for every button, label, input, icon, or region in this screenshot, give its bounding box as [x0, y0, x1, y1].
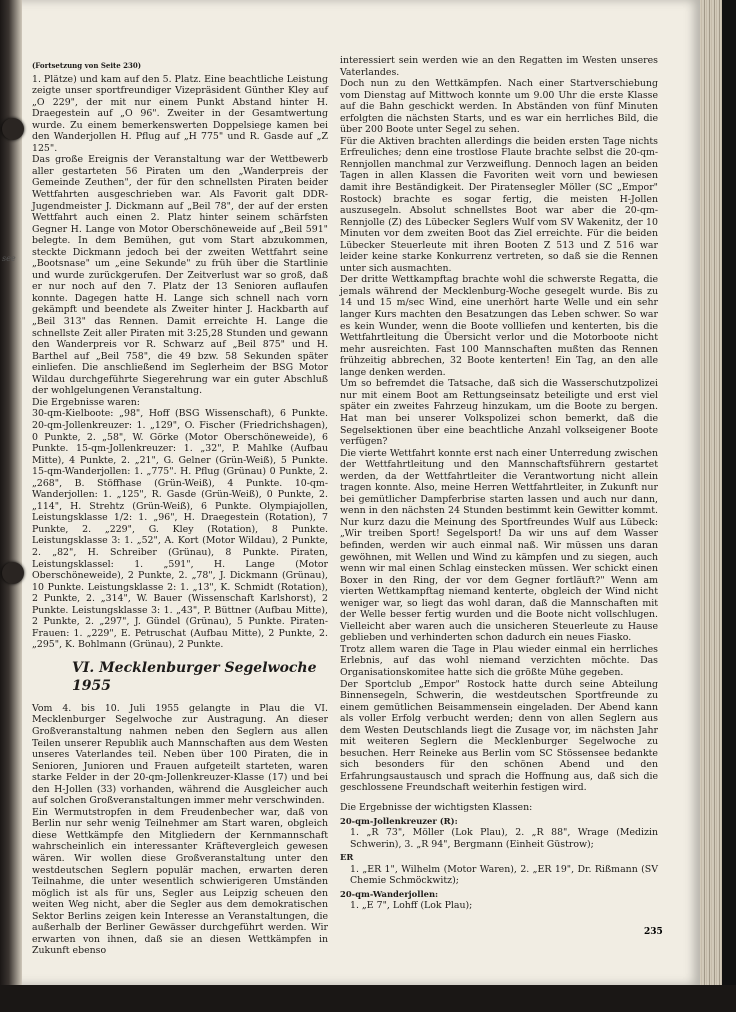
class-heading: ER — [340, 852, 354, 863]
paragraph: Ein Wermutstropfen in dem Freudenbecher war, daß von Berlin nur sehr wenig Teilnehmer am Start waren, obgleich diese Wettkämpfe den Mitgliedern der Kernmannschaft wahrscheinlich ein interessanter Kräftevergleich gewesen wären. Wir wollen diese Großveranstaltung unter den westdeutschen Seglern populär machen, erwarten deren Teilnahme, die unter wesentlich schwierigeren Umständen möglich ist als für uns, Segler aus Leipzig scheuen den weiten Weg nicht, aber die Segler aus dem demokratischen Sektor Berlins zeigen kein Interesse an Veranstaltungen, die außerhalb der Berliner Gewässer durchgeführt werden. Wir erwarten von ihnen, daß sie an diesen Wettkämpfen in Zukunft ebenso — [32, 806, 328, 957]
paragraph: Trotz allem waren die Tage in Plau wieder einmal ein herrliches Erlebnis, auf das wohl niemand verzichten möchte. Das Organisationskomitee hatte sich die größte Mühe gegeben. — [340, 643, 658, 678]
book-binding — [0, 0, 22, 985]
results-heading: Die Ergebnisse der wichtigsten Klassen: — [340, 802, 533, 813]
paragraph: Die vierte Wettfahrt konnte erst nach einer Unterredung zwischen der Wettfahrtleitung und den Mannschaftsführern gestartet werden, da der Wettfahrtleiter die Verantwortung nicht allein tragen konnte. Also, meine Herren Wettfahrtleiter, in Zukunft nur bei gemütlicher Dampferbrise starten lassen und auch nur dann, wenn in den nächsten 24 Stunden bestimmt kein Gewitter kommt. Nur kurz dazu die Meinung des Sportfreundes Wulf aus Lübeck: „Wir treiben Sport! Segelsport! Da wir uns auf dem Wasser befinden, werden wir auch einmal naß. Wir müssen uns daran gewöhnen, mit Wellen und Wind zu kämpfen und zu siegen, auch wenn wir mal einen Schlag einstecken müssen. Wer schickt einen Boxer in den Ring, der vor dem Gegner fortläuft?" Wenn am vierten Wettkampftag niemand kenterte, obgleich der Wind nicht weniger war, so liegt das wohl daran, daß die Mannschaften mit der Welle besser fertig wurden und die Boote nicht vollschlugen. Vielleicht aber waren auch die unsicheren Steuerleute zu Hause geblieben und verhinderten schon dadurch ein neues Fiasko. — [340, 447, 658, 644]
paragraph: Der dritte Wettkampftag brachte wohl die schwerste Regatta, die jemals während der Mecklenburg-Woche gesegelt wurde. Bis zu 14 und 15 m/sec Wind, eine unerhört harte Welle und ein sehr langer Kurs machten den Besatzungen das Leben schwer. So war es kein Wunder, wenn die Boote vollliefen und kenterten, bis die Wettfahrtleitung die Übersicht verlor und die Motorboote nicht mehr ausreichten. Fast 100 Mannschaften mußten das Rennen frühzeitig abbrechen, 32 Boote kenterten! Ein Tag, an den alle lange denken werden. — [340, 274, 658, 378]
paragraph: Der Sportclub „Empor" Rostock hatte durch seine Abteilung Binnensegeln, Schwerin, die westdeutschen Sportfreunde zu einem gemütlichen Beisammensein eingeladen. Der Abend kann als voller Erfolg verbucht werden; denn von allen Seglern aus dem Westen Deutschlands liegt die Zusage vor, im nächsten Jahr mit weiteren Seglern die Mecklenburger Segelwoche zu besuchen. Herr Reineke aus Berlin vom SC Stössensee bedankte sich besonders für den schönen Abend und den Erfahrungsaustausch und sprach die Hoffnung aus, daß sich die geschlossene Freundschaft weiterhin festigen wird. — [340, 678, 658, 794]
left-column — [32, 60, 328, 957]
class-heading: 20-qm-Wanderjollen: — [340, 888, 439, 899]
paragraph: interessiert sein werden wie an den Regatten im Westen unseres Vaterlandes. — [340, 55, 658, 78]
right-column — [340, 55, 658, 912]
paragraph: Für die Aktiven brachten allerdings die beiden ersten Tage nichts Erfreuliches; denn eine trostlose Flaute brachte selbst die 20-qm-Rennjollen manchmal zur Verzweiflung. Dennoch lagen an beiden Tagen in allen Klassen die Favoriten weit vorn und bewiesen damit ihre Beständigkeit. Der Piratensegler Möller (SC „Empor" Rostock) brachte es sogar fertig, die meisten H-Jollen auszusegeln. Absolut schnellstes Boot war aber die 20-qm-Rennjolle (Z) des Lübecker Seglers Wulf vom SV Wakenitz, der 10 Minuten vor dem zweiten Boot das Ziel erreichte. Für die beiden Lübecker Steuerleute mit ihren Booten Z 513 und Z 516 war leider keine starke Konkurrenz vertreten, so daß sie die Rennen unter sich ausmachten. — [340, 135, 658, 274]
class-entry: 1. „R 73", Möller (Lok Plau), 2. „R 88", Wrage (Medizin Schwerin), 3. „R 94", Bergmann (Einheit Güstrow); — [350, 827, 658, 850]
punch-hole — [2, 562, 24, 584]
margin-note: see — [2, 254, 16, 263]
paragraph: Doch nun zu den Wettkämpfen. Nach einer Startverschiebung vom Dienstag auf Mittwoch konnte um 9.00 Uhr die erste Klasse auf die Bahn geschickt werden. In Abständen von fünf Minuten erfolgten die nächsten Starts, und es war ein herrliches Bild, die über 200 Boote unter Segel zu sehen. — [340, 78, 658, 136]
background-edge — [722, 0, 736, 1012]
results-heading: Die Ergebnisse waren: — [32, 396, 140, 408]
background-bottom — [0, 985, 736, 1012]
paragraph: 1. Plätze) und kam auf den 5. Platz. Eine beachtliche Leistung zeigte unser sportfreundiger Vizepräsident Günther Kley auf „O 229", der mit nur einem Punkt Abstand hinter H. Draegestein auf „O 96". Zweiter in der Gesamtwertung wurde. Zu einem bemerkenswerten Doppelsiege kamen bei den Wanderjollen H. Pflug auf „H 775" und R. Gasde auf „Z 125". — [32, 73, 328, 154]
class-entry: 1. „ER 1", Wilhelm (Motor Waren), 2. „ER 19", Dr. Rißmann (SV Chemie Schmöckwitz); — [350, 863, 658, 887]
paragraph: Das große Ereignis der Veranstaltung war der Wettbewerb aller gestarteten 56 Piraten um den „Wanderpreis der Gemeinde Zeuthen", der für den schnellsten Piraten beider Wettfahrten ausgeschrieben war. Als Favorit galt DDR-Jugendmeister J. Dickmann auf „Beil 78", der auf der ersten Wettfahrt auch einen 2. Platz hinter seinem schärfsten Gegner H. Lange von Motor Oberschöneweide auf „Beil 591" belegte. In dem Bemühen, gut vom Start abzukommen, steckte Dickmann jedoch bei der zweiten Wettfahrt seine „Bootsnase" um „eine Sekunde" zu früh über die Startlinie und wurde zurückgerufen. Der Zeitverlust war so groß, daß er nur noch auf den 7. Platz der 13 Senioren auflaufen konnte. Dagegen hatte H. Lange sich schnell nach vorn gekämpft und beendete als Zweiter hinter J. Hackbarth auf „Beil 313" das Rennen. Damit erreichte H. Lange die schnellste Zeit aller Piraten mit 3:25,28 Stunden und gewann den Wanderpreis vor R. Schwarz auf „Beil 875" und H. Barthel auf „Beil 758", die 49 bzw. 58 Sekunden später einliefen. Die anschließend im Seglerheim der BSG Motor Wildau durchgeführte Siegerehrung war ein guter Abschluß der wohlgelungenen Veranstaltung. — [32, 154, 328, 397]
section-title: VI. Mecklenburger Segelwoche 1955 — [72, 659, 317, 694]
continued-note: (Fortsetzung von Seite 230) — [32, 61, 142, 70]
paragraph: Um so befremdet die Tatsache, daß sich die Wasserschutzpolizei nur mit einem Boot am Rettungseinsatz beteiligte und erst viel später ein zweites Fahrzeug hinzukam, um die Boote zu bergen. Hat man bei unserer Volkspolizei schon bemerkt, daß die Segelsektionen über eine beachtliche Anzahl volkseigener Boote verfügen? — [340, 378, 658, 448]
punch-hole — [2, 118, 24, 140]
paragraph: Vom 4. bis 10. Juli 1955 gelangte in Plau die VI. Mecklenburger Segelwoche zur Austragung. An dieser Großveranstaltung nahmen neben den Seglern aus allen Teilen unserer Republik auch Mannschaften aus dem Westen unseres Vaterlandes teil. Neben über 100 Piraten, die in Senioren, Junioren und Frauen aufgeteilt starteten, waren starke Felder in der 20-qm-Jollenkreuzer-Klasse (17) und bei den H-Jollen (33) vorhanden, während die Ausgleicher auch auf solchen Großveranstaltungen immer mehr verschwinden. — [32, 702, 328, 807]
results-list: 30-qm-Kielboote: „98", Hoff (BSG Wissenschaft), 6 Punkte. 20-qm-Jollenkreuzer: 1. „129", O. Fischer (Friedrichshagen), 0 Punkte, 2. „58", W. Görke (Motor Oberschöneweide), 6 Punkte. 15-qm-Jollenkreuzer: 1. „32", P. Mahlke (Aufbau Mitte), 4 Punkte, 2. „21", G. Gelner (Grün-Weiß), 5 Punkte. 15-qm-Wanderjollen: 1. „775". H. Pflug (Grünau) 0 Punkte, 2. „268", B. Stöffhase (Grün-Weiß), 4 Punkte. 10-qm-Wanderjollen: 1. „125", R. Gasde (Grün-Weiß), 0 Punkte, 2. „114", H. Strehtz (Grün-Weiß), 6 Punkte. Olympiajollen, Leistungsklasse 1/2: 1. „96", H. Draegestein (Rotation), 7 Punkte, 2. „229", G. Kley (Rotation), 8 Punkte. Leistungsklasse 3: 1. „52", A. Kort (Motor Wildau), 2 Punkte, 2. „82", H. Schreiber (Grünau), 8 Punkte. Piraten, Leistungsklassel: 1. „591", H. Lange (Motor Oberschöneweide), 2 Punkte, 2. „78", J. Dickmann (Grünau), 10 Punkte. Leistungsklasse 2: 1. „13", K. Schmidt (Rotation), 2 Punkte, 2. „314", W. Bauer (Wissenschaft Karlshorst), 2 Punkte. Leistungsklasse 3: 1. „43", P. Büttner (Aufbau Mitte), 2 Punkte, 2. „297", J. Gündel (Grünau), 5 Punkte. Piraten-Frauen: 1. „229", E. Petruschat (Aufbau Mitte), 2 Punkte, 2. „295", K. Bohlmann (Grünau), 2 Punkte. — [32, 408, 328, 651]
class-entry: 1. „E 7", Lohff (Lok Plau); — [350, 900, 473, 912]
class-heading: 20-qm-Jollenkreuzer (R): — [340, 815, 458, 826]
page-number: 235 — [644, 927, 663, 937]
